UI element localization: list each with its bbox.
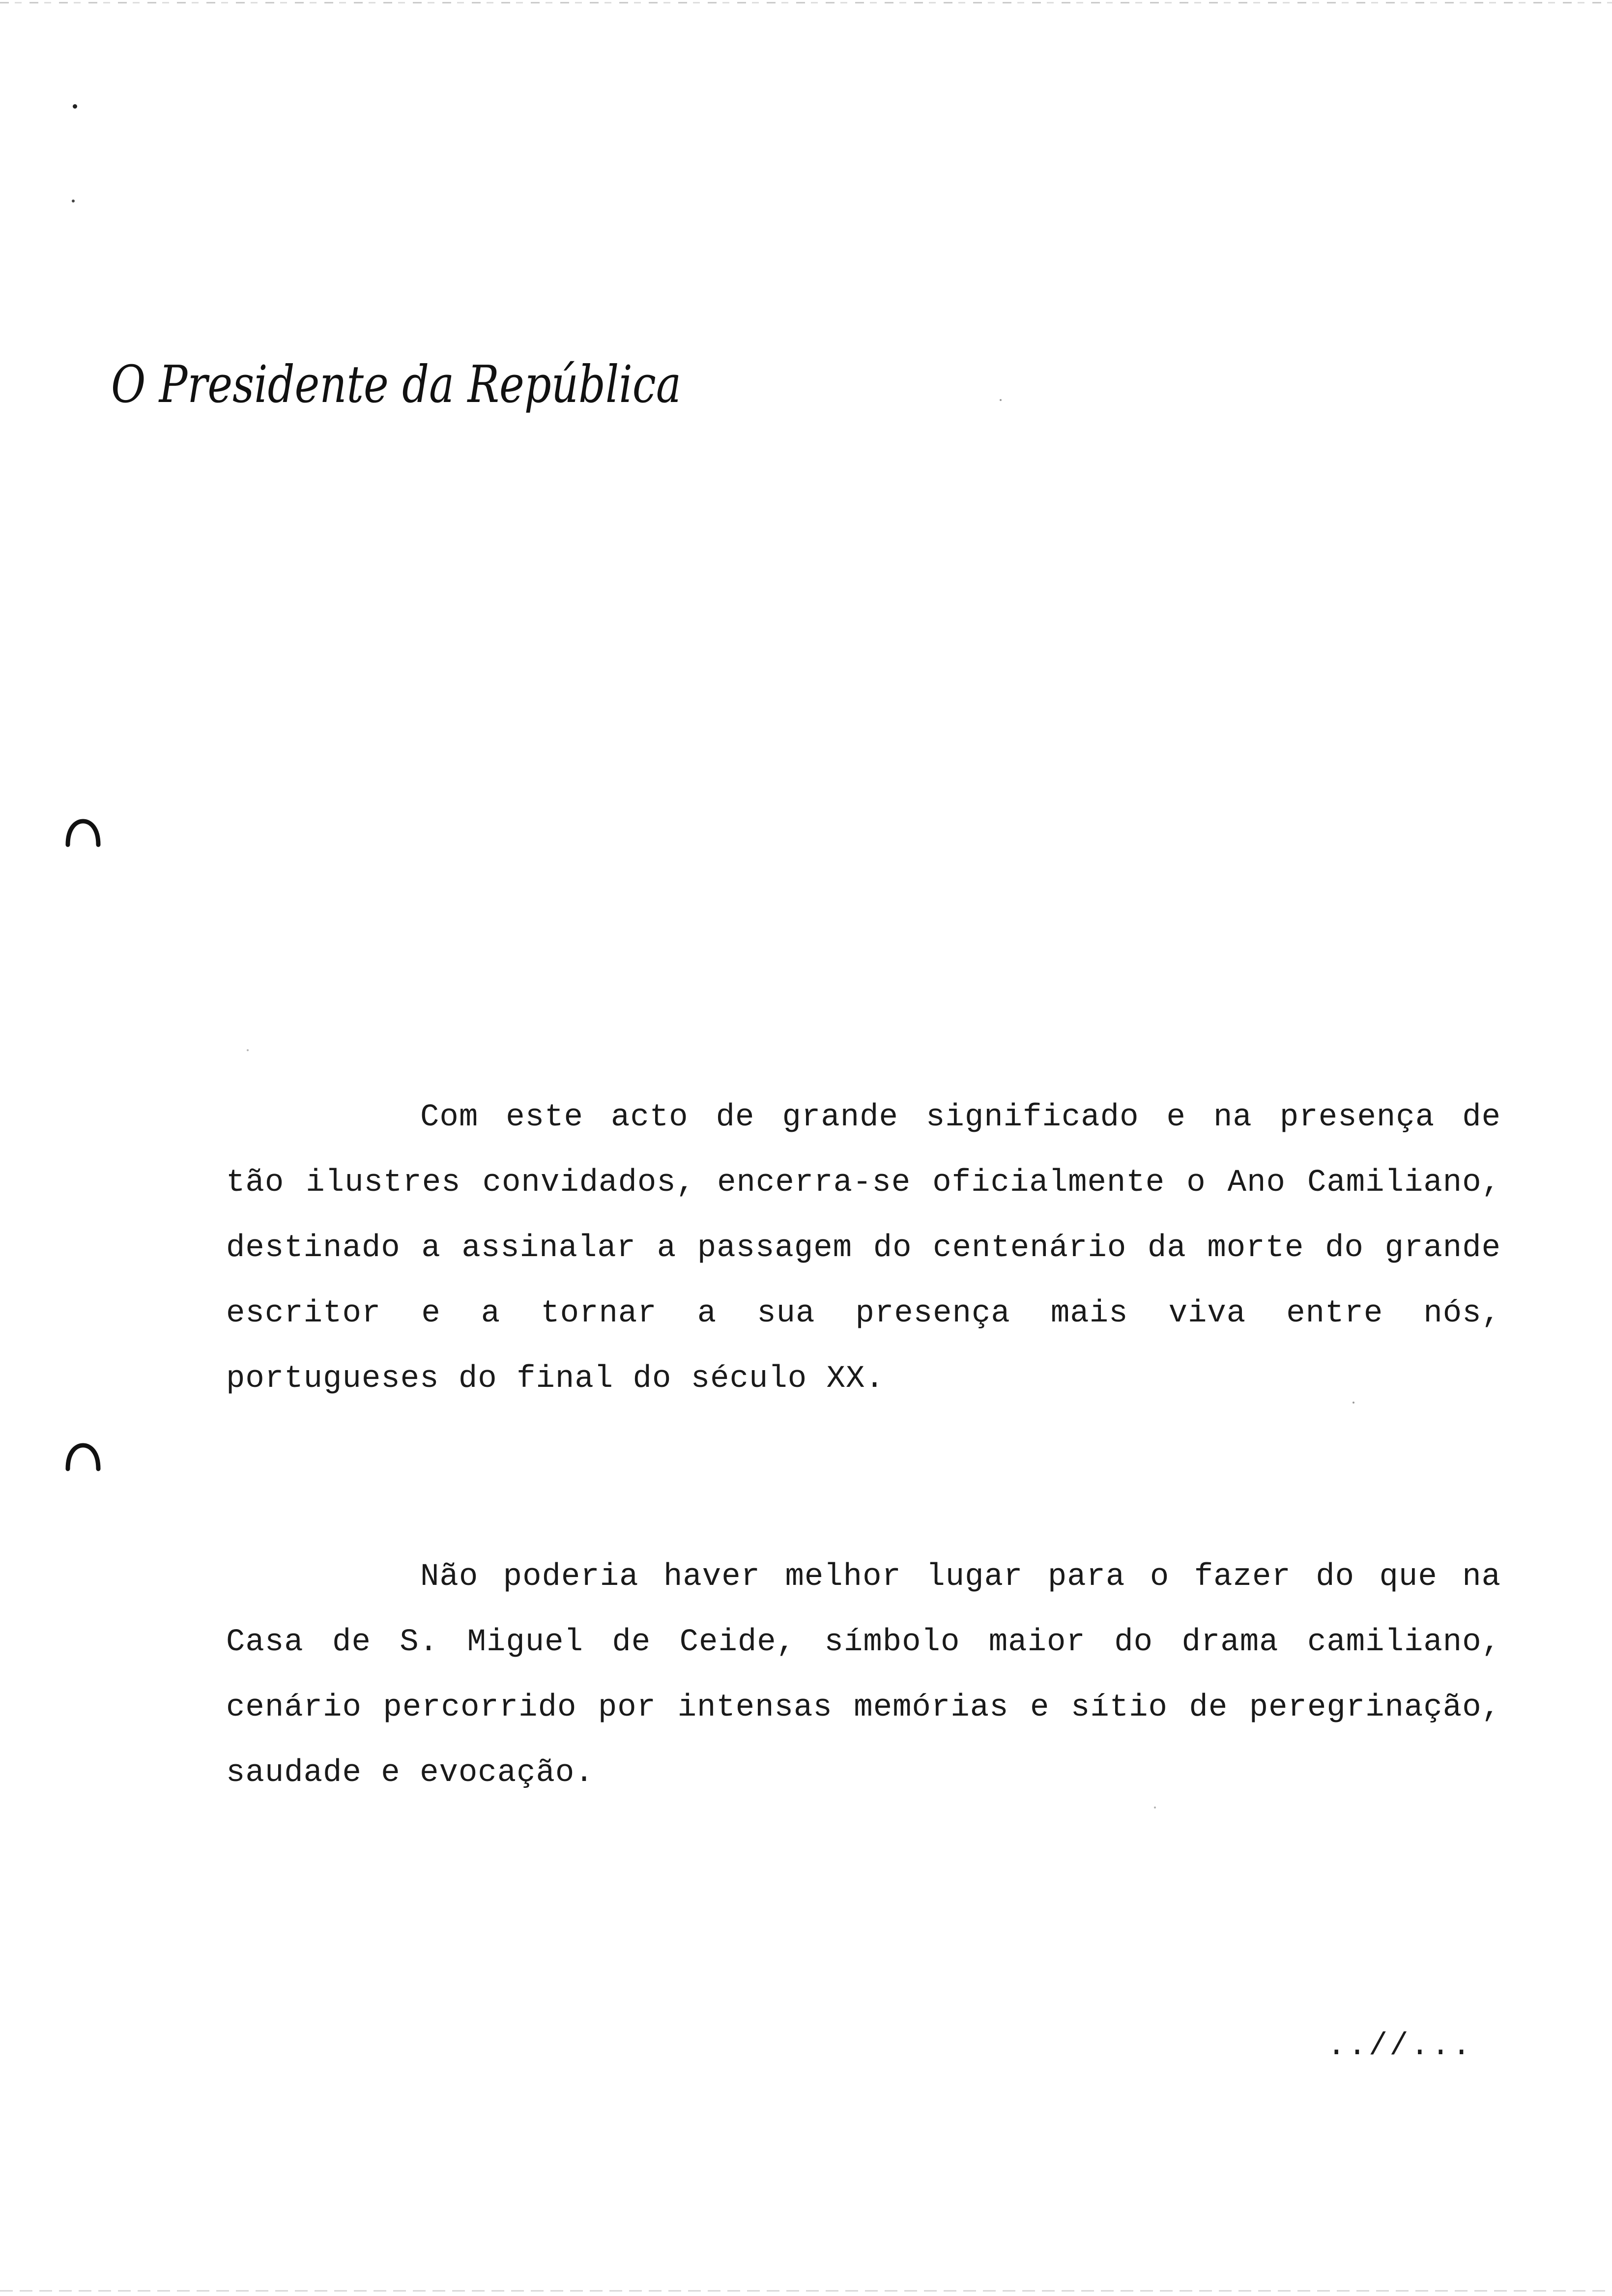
letterhead-title: O Presidente da República bbox=[111, 354, 681, 414]
punch-hole-top bbox=[65, 818, 101, 848]
punch-hole-bottom bbox=[65, 1442, 101, 1472]
scan-speck bbox=[1000, 399, 1002, 401]
continuation-mark: ..//... bbox=[1327, 2029, 1473, 2064]
margin-mark-dot bbox=[72, 200, 75, 202]
scan-speck bbox=[1154, 1807, 1156, 1808]
paragraph-2-text: Não poderia haver melhor lugar para o fazer do que na Casa de S. Miguel de Ceide, símbolo maior do drama camiliano, cenário percorrido por intensas memórias e sítio de peregrinação, saudade e evocação. bbox=[226, 1559, 1501, 1791]
paragraph-1-text: Com este acto de grande significado e na presença de tão ilustres convidados, encerra-se oficialmente o Ano Camiliano, destinado a assinalar a passagem do centenário da morte do grande escritor e a tornar a sua presença mais viva entre nós, portugueses do final do século XX. bbox=[226, 1100, 1501, 1397]
scan-speck bbox=[247, 1049, 249, 1051]
scan-edge-top bbox=[0, 2, 1612, 3]
margin-mark-dot bbox=[73, 104, 77, 109]
paragraph-2 bbox=[226, 1545, 1501, 1806]
paragraph-1 bbox=[226, 1085, 1501, 1412]
letterhead-script-text bbox=[109, 344, 699, 428]
scan-edge-bottom bbox=[0, 2290, 1612, 2292]
letterhead bbox=[109, 344, 699, 428]
